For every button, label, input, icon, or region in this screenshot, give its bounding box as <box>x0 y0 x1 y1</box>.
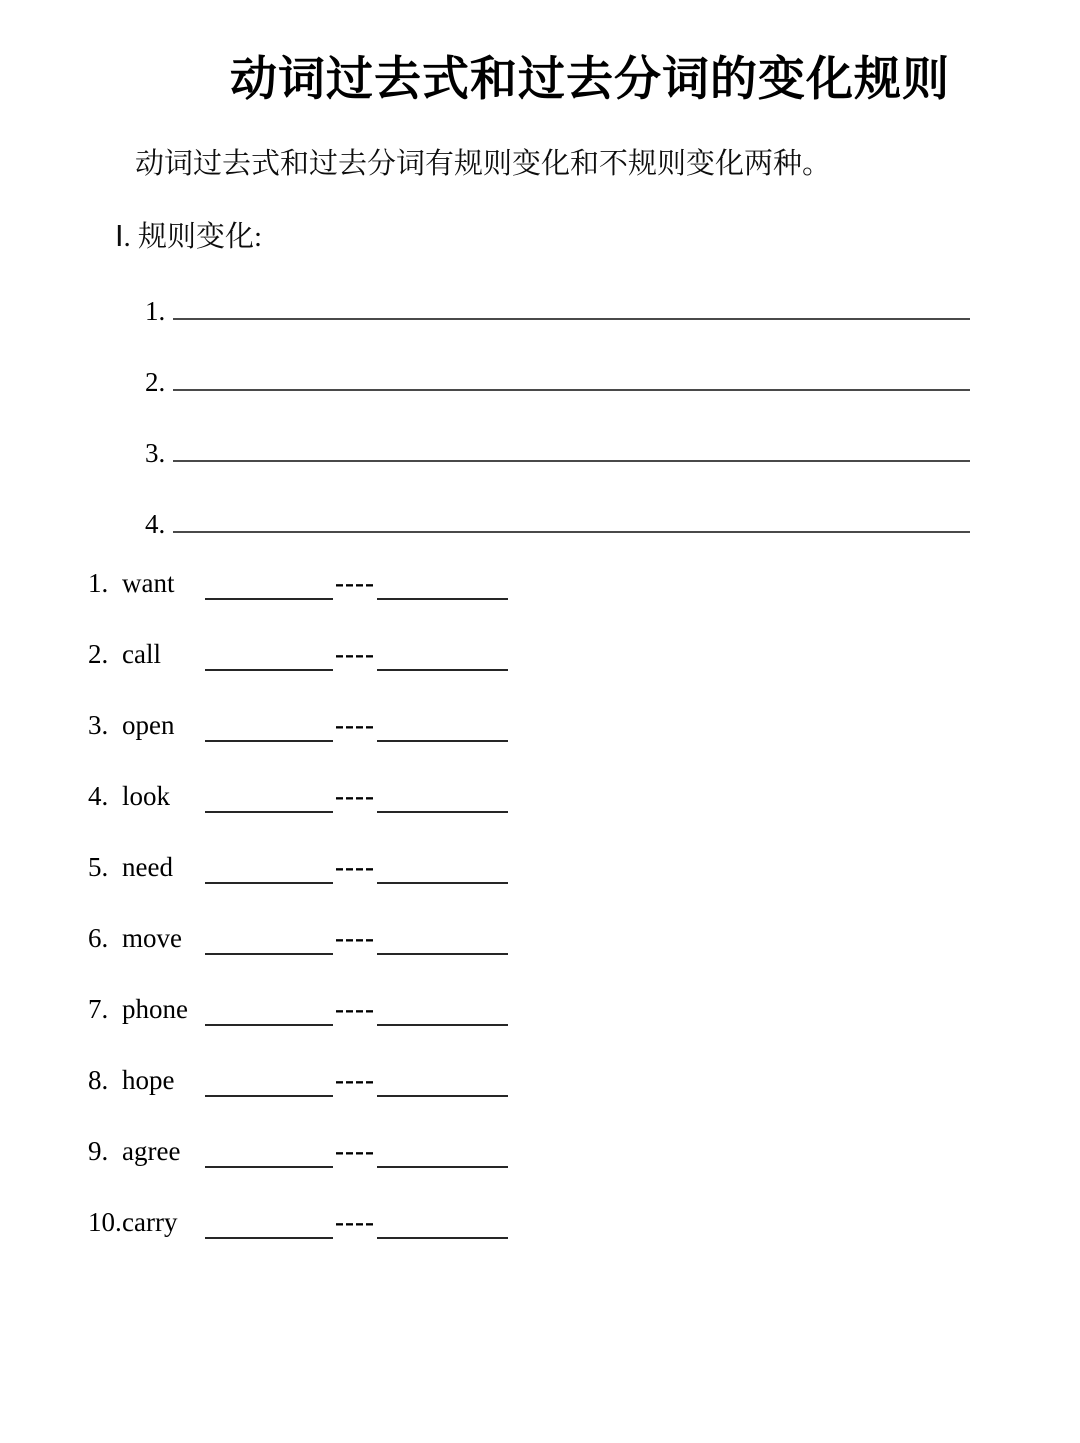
past-tense-blank <box>205 947 333 955</box>
past-tense-blank <box>205 663 333 671</box>
rule-number: 1. <box>145 296 166 327</box>
dash-separator: ---- <box>335 639 375 670</box>
verb-word: hope <box>122 1065 175 1096</box>
verb-word: need <box>122 852 173 883</box>
past-participle-blank <box>377 876 508 884</box>
rule-blank-row <box>145 467 970 538</box>
rule-number: 3. <box>145 438 166 469</box>
dash-separator: ---- <box>335 1065 375 1096</box>
verb-word: want <box>122 568 175 599</box>
past-tense-blank <box>205 1160 333 1168</box>
verb-number: 9. <box>88 1136 109 1167</box>
rule-blank-row <box>145 396 970 467</box>
verb-number: 3. <box>88 710 109 741</box>
rule-blank-line <box>173 389 970 391</box>
verb-exercise-row <box>88 1187 1080 1258</box>
verb-number: 6. <box>88 923 109 954</box>
past-participle-blank <box>377 734 508 742</box>
past-participle-blank <box>377 1089 508 1097</box>
verb-exercise-row <box>88 903 1080 974</box>
past-tense-blank <box>205 1231 333 1239</box>
past-tense-blank <box>205 592 333 600</box>
dash-separator: ---- <box>335 994 375 1025</box>
past-participle-blank <box>377 1018 508 1026</box>
verb-exercise-row <box>88 548 1080 619</box>
past-participle-blank <box>377 592 508 600</box>
verb-exercise-row <box>88 1116 1080 1187</box>
verb-number: 1. <box>88 568 109 599</box>
past-tense-blank <box>205 734 333 742</box>
verb-word: agree <box>122 1136 181 1167</box>
rule-blank-line <box>173 460 970 462</box>
rule-blank-row <box>145 254 970 325</box>
verb-number: 5. <box>88 852 109 883</box>
past-participle-blank <box>377 1160 508 1168</box>
rule-number: 2. <box>145 367 166 398</box>
past-participle-blank <box>377 805 508 813</box>
dash-separator: ---- <box>335 1207 375 1238</box>
verb-number: 4. <box>88 781 109 812</box>
rule-blank-row <box>145 325 970 396</box>
past-participle-blank <box>377 1231 508 1239</box>
verb-word: look <box>122 781 171 812</box>
verb-word: move <box>122 923 182 954</box>
dash-separator: ---- <box>335 852 375 883</box>
past-tense-blank <box>205 1018 333 1026</box>
rule-number: 4. <box>145 509 166 540</box>
past-participle-blank <box>377 947 508 955</box>
verb-exercise-list <box>88 548 1080 1258</box>
past-participle-blank <box>377 663 508 671</box>
intro-paragraph: 动词过去式和过去分词有规则变化和不规则变化两种。 <box>135 147 832 180</box>
verb-number: 10. <box>88 1207 122 1238</box>
verb-exercise-row <box>88 974 1080 1045</box>
dash-separator: ---- <box>335 923 375 954</box>
verb-number: 7. <box>88 994 109 1025</box>
verb-exercise-row <box>88 690 1080 761</box>
past-tense-blank <box>205 805 333 813</box>
verb-number: 8. <box>88 1065 109 1096</box>
verb-exercise-row <box>88 761 1080 832</box>
verb-exercise-row <box>88 832 1080 903</box>
rule-blank-list <box>145 254 970 538</box>
verb-word: open <box>122 710 175 741</box>
verb-exercise-row <box>88 1045 1080 1116</box>
dash-separator: ---- <box>335 568 375 599</box>
rule-blank-line <box>173 318 970 320</box>
dash-separator: ---- <box>335 710 375 741</box>
verb-exercise-row <box>88 619 1080 690</box>
dash-separator: ---- <box>335 1136 375 1167</box>
past-tense-blank <box>205 876 333 884</box>
verb-word: call <box>122 639 161 670</box>
section-heading: Ⅰ. 规则变化: <box>115 220 263 253</box>
verb-word: phone <box>122 994 188 1025</box>
rule-blank-line <box>173 531 970 533</box>
verb-word: carry <box>122 1207 178 1238</box>
page-title: 动词过去式和过去分词的变化规则 <box>230 52 950 105</box>
dash-separator: ---- <box>335 781 375 812</box>
verb-number: 2. <box>88 639 109 670</box>
past-tense-blank <box>205 1089 333 1097</box>
